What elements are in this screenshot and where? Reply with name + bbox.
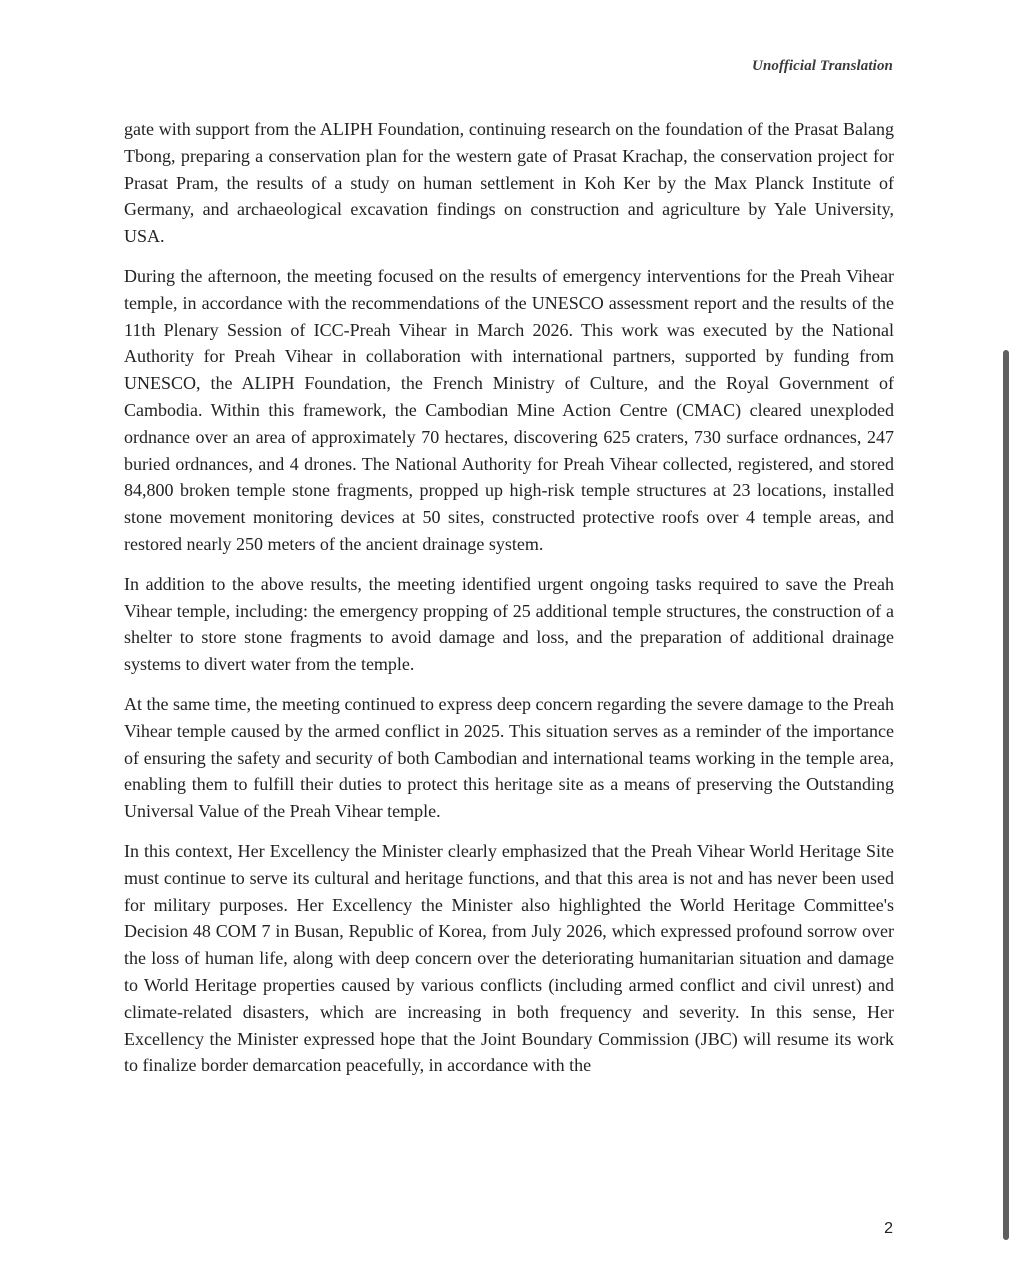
paragraph: In addition to the above results, the meeting identified urgent ongoing tasks required to save the Preah Vihear temple, including: the emergency propping of 25 additional temple structures, the construction of a shelter to store stone fragments to avoid damage and loss, and the preparation of additional drainage systems to divert water from the temple. [124, 573, 894, 675]
paragraph: At the same time, the meeting continued to express deep concern regarding the severe damage to the Preah Vihear temple caused by the armed conflict in 2025. This situation serves as a reminder of the importance of ensuring the safety and security of both Cambodian and international teams working in the temple area, enabling them to fulfill their duties to protect this heritage site as a means of preserving the Outstanding Universal Value of the Preah Vihear temple. [124, 693, 894, 822]
paragraph: In this context, Her Excellency the Minister clearly emphasized that the Preah Vihear World Heritage Site must continue to serve its cultural and heritage functions, and that this area is not and has never been used for military purposes. Her Excellency the Minister also highlighted the World Heritage Committee's Decision 48 COM 7 in Busan, Republic of Korea, from July 2026, which expressed profound sorrow over the loss of human life, along with deep concern over the deteriorating humanitarian situation and damage to World Heritage properties caused by various conflicts (including armed conflict and civil unrest) and climate-related disasters, which are increasing in both frequency and severity. In this sense, Her Excellency the Minister expressed hope that the Joint Boundary Commission (JBC) will resume its work to finalize border demarcation peacefully, in accordance with the [124, 840, 894, 1076]
paragraph: During the afternoon, the meeting focused on the results of emergency interventions for the Preah Vihear temple, in accordance with the recommendations of the UNESCO assessment report and the results of the 11th Plenary Session of ICC-Preah Vihear in March 2026. This work was executed by the National Authority for Preah Vihear in collaboration with international partners, supported by funding from UNESCO, the ALIPH Foundation, the French Ministry of Culture, and the Royal Government of Cambodia. Within this framework, the Cambodian Mine Action Centre (CMAC) cleared unexploded ordnance over an area of approximately 70 hectares, discovering 625 craters, 730 surface ordnances, 247 buried ordnances, and 4 drones. The National Authority for Preah Vihear collected, registered, and stored 84,800 broken temple stone fragments, propped up high-risk temple structures at 23 locations, installed stone movement monitoring devices at 50 sites, constructed protective roofs over 4 temple areas, and restored nearly 250 meters of the ancient drainage system. [124, 265, 894, 554]
header-label: Unofficial Translation [752, 58, 893, 74]
document-body [124, 116, 894, 1079]
paragraph: gate with support from the ALIPH Foundation, continuing research on the foundation of the Prasat Balang Tbong, preparing a conservation plan for the western gate of Prasat Krachap, the conservation project for Prasat Pram, the results of a study on human settlement in Koh Ker by the Max Planck Institute of Germany, and archaeological excavation findings on construction and agriculture by Yale University, USA. [124, 119, 894, 247]
page-number: 2 [884, 1220, 893, 1237]
scrollbar-thumb[interactable] [1003, 350, 1009, 1240]
